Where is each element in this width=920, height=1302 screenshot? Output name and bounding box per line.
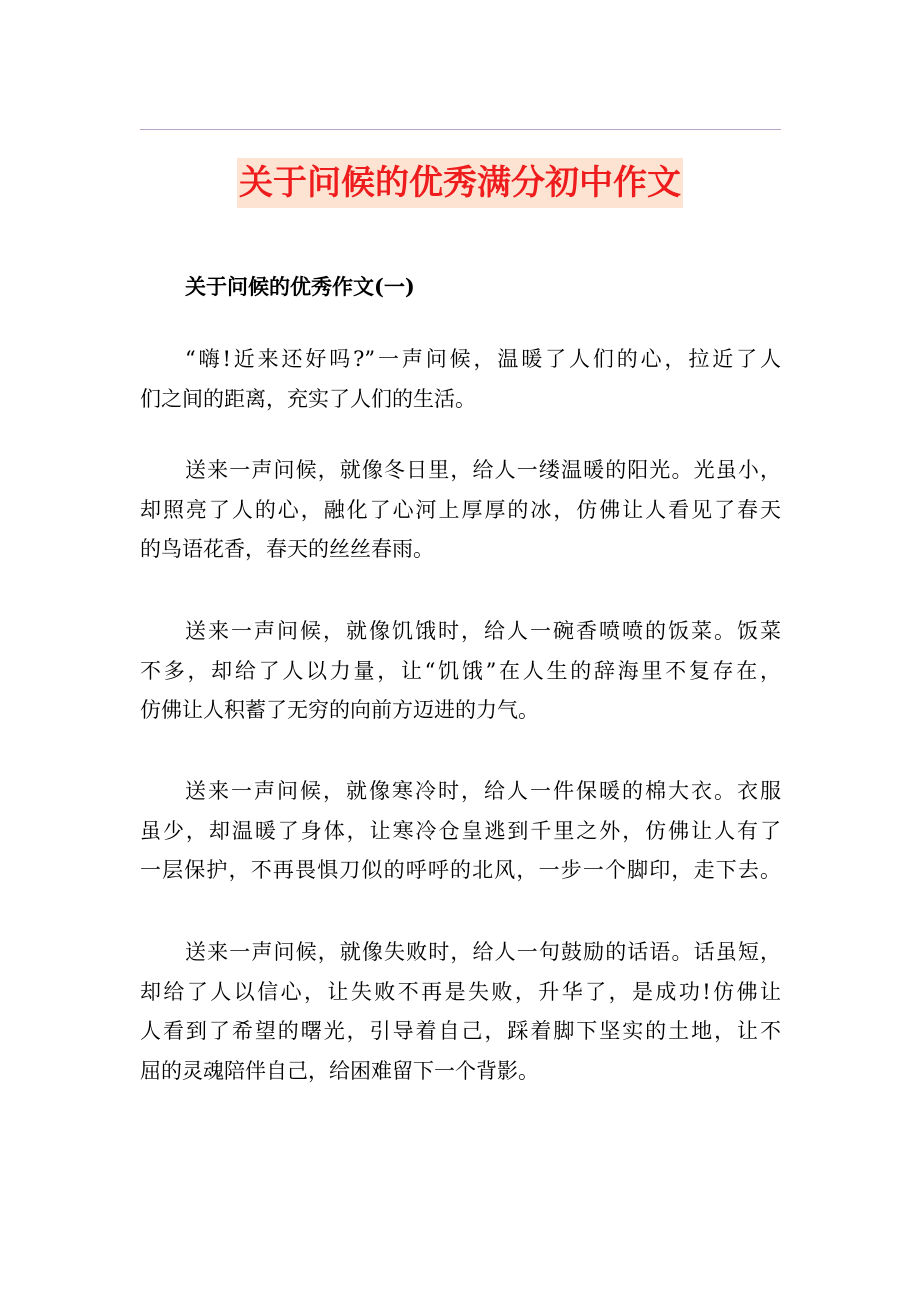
paragraph-line: 送来一声问候，就像冬日里，给人一缕温暖的阳光。光虽小， (185, 458, 781, 482)
paragraph-line: 虽少，却温暖了身体，让寒冷仓皇逃到千里之外，仿佛让人有了 (140, 818, 781, 843)
section-subtitle: 关于问候的优秀作文(一) (185, 274, 415, 299)
paragraph-line: 不多，却给了人以力量，让“饥饿”在人生的辞海里不复存在， (140, 658, 781, 683)
paragraph-line: 送来一声问候，就像寒冷时，给人一件保暖的棉大衣。衣服 (185, 779, 781, 803)
top-divider (140, 129, 781, 130)
paragraph-line: “嗨!近来还好吗?”一声问候，温暖了人们的心，拉近了人 (185, 347, 781, 371)
paragraph-2 (140, 451, 781, 570)
paragraph-line: 送来一声问候，就像失败时，给人一句鼓励的话语。话虽短， (185, 940, 781, 964)
paragraph-line: 们之间的距离，充实了人们的生活。 (140, 386, 476, 411)
paragraph-line: 屈的灵魂陪伴自己，给困难留下一个背影。 (140, 1058, 539, 1083)
title-container (0, 158, 920, 208)
paragraph-line: 人看到了希望的曙光，引导着自己，踩着脚下坚实的土地，让不 (140, 1019, 781, 1043)
paragraph-line: 仿佛让人积蓄了无穷的向前方迈进的力气。 (140, 698, 539, 722)
page-title: 关于问候的优秀满分初中作文 (237, 158, 683, 208)
paragraph-5 (140, 933, 781, 1091)
paragraph-line: 却照亮了人的心，融化了心河上厚厚的冰，仿佛让人看见了春天 (140, 497, 781, 522)
paragraph-line: 送来一声问候，就像饥饿时，给人一碗香喷喷的饭菜。饭菜 (185, 619, 781, 643)
paragraph-4 (140, 772, 781, 891)
paragraph-line: 却给了人以信心，让失败不再是失败，升华了，是成功!仿佛让 (140, 979, 781, 1004)
paragraph-line: 一层保护，不再畏惧刀似的呼呼的北风，一步一个脚印，走下去。 (140, 858, 781, 882)
paragraph-3 (140, 612, 781, 731)
paragraph-line: 的鸟语花香，春天的丝丝春雨。 (140, 537, 434, 561)
paragraph-1 (140, 340, 781, 419)
